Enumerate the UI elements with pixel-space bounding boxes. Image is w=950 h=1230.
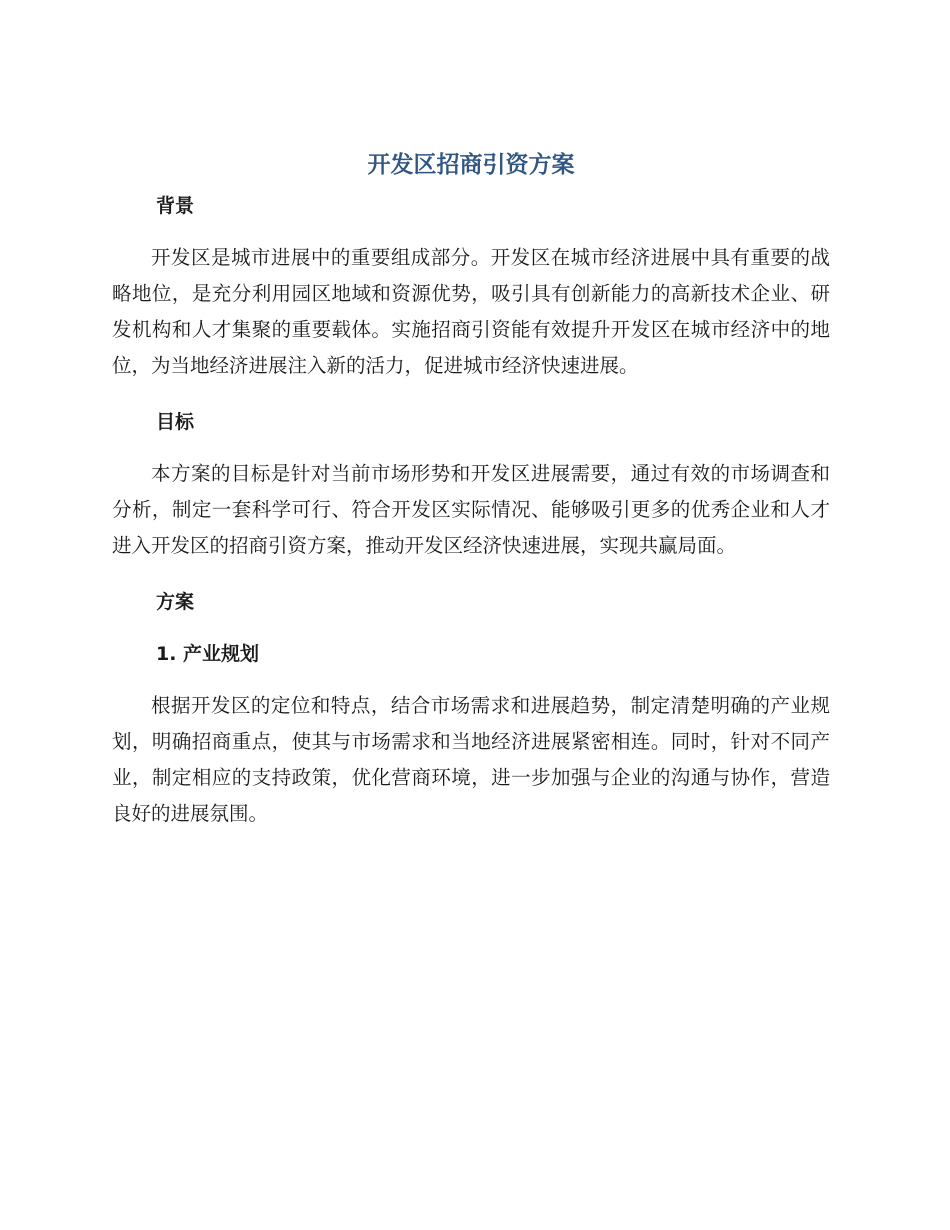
section-paragraph-background: 开发区是城市进展中的重要组成部分。开发区在城市经济进展中具有重要的战略地位，是充分利用园区地域和资源优势，吸引具有创新能力的高新技术企业、研发机构和人才集聚的重要载体。实施招商引资能有效提升开发区在城市经济中的地位，为当地经济进展注入新的活力，促进城市经济快速进展。 [112, 246, 830, 377]
document-title: 开发区招商引资方案 [367, 152, 575, 178]
section-heading-goal: 目标 [156, 411, 195, 433]
document-page [112, 150, 830, 832]
subsection-paragraph-industry-planning: 根据开发区的定位和特点，结合市场需求和进展趋势，制定清楚明确的产业规划，明确招商重点，使其与市场需求和当地经济进展紧密相连。同时，针对不同产业，制定相应的支持政策，优化营商环境，进一步加强与企业的沟通与协作，营造良好的进展氛围。 [112, 694, 830, 825]
section-heading-plan: 方案 [156, 591, 195, 613]
subsection-heading-industry-planning: 1. 产业规划 [156, 643, 260, 665]
section-heading-background: 背景 [156, 195, 195, 217]
section-paragraph-goal: 本方案的目标是针对当前市场形势和开发区进展需要，通过有效的市场调查和分析，制定一套科学可行、符合开发区实际情况、能够吸引更多的优秀企业和人才进入开发区的招商引资方案，推动开发区经济快速进展，实现共赢局面。 [112, 462, 830, 557]
